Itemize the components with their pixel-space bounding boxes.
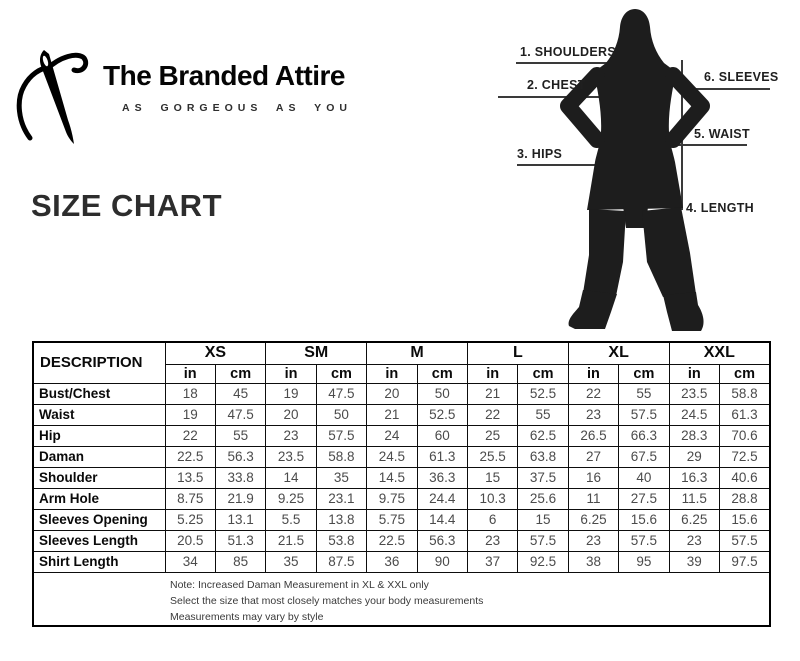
measurement-cell: 90 — [417, 551, 467, 572]
measurement-cell: 23 — [266, 425, 316, 446]
measurement-cell: 20 — [266, 404, 316, 425]
unit-header-cm: cm — [619, 364, 669, 383]
measurement-cell: 18 — [165, 383, 215, 404]
measurement-cell: 33.8 — [215, 467, 265, 488]
figure-head-torso — [587, 9, 683, 210]
measurement-cell: 20.5 — [165, 530, 215, 551]
table-note: Measurements may vary by style — [170, 610, 324, 623]
measurement-cell: 22 — [165, 425, 215, 446]
measurement-cell: 16 — [568, 467, 618, 488]
measurement-cell: 61.3 — [719, 404, 770, 425]
measurement-cell: 58.8 — [719, 383, 770, 404]
measurement-cell: 52.5 — [417, 404, 467, 425]
measurement-cell: 24.5 — [367, 446, 417, 467]
measurement-cell: 14.5 — [367, 467, 417, 488]
measurement-cell: 51.3 — [215, 530, 265, 551]
measurement-cell: 40.6 — [719, 467, 770, 488]
brand-name: The Branded Attire — [103, 60, 345, 91]
measurement-cell: 15 — [467, 467, 517, 488]
measurement-cell: 23.5 — [669, 383, 719, 404]
measurement-cell: 21 — [467, 383, 517, 404]
measurement-cell: 24 — [367, 425, 417, 446]
measurement-cell: 21 — [367, 404, 417, 425]
measurement-cell: 22 — [467, 404, 517, 425]
table-row — [33, 530, 770, 551]
description-header: DESCRIPTION — [33, 342, 165, 383]
row-label: Shirt Length — [33, 551, 165, 572]
measurement-cell: 63.8 — [518, 446, 568, 467]
measurement-cell: 23 — [568, 530, 618, 551]
measurement-cell: 13.5 — [165, 467, 215, 488]
measurement-cell: 16.3 — [669, 467, 719, 488]
figure-left-boot — [569, 290, 617, 329]
size-header-xl: XL — [568, 342, 669, 364]
measurement-cell: 15 — [518, 509, 568, 530]
measurement-cell: 70.6 — [719, 425, 770, 446]
measurement-cell: 13.8 — [316, 509, 366, 530]
row-label: Sleeves Opening — [33, 509, 165, 530]
measurement-cell: 22.5 — [367, 530, 417, 551]
unit-header-cm: cm — [215, 364, 265, 383]
measurement-cell: 55 — [215, 425, 265, 446]
measurement-cell: 55 — [619, 383, 669, 404]
table-note: Note: Increased Daman Measurement in XL & XXL only — [170, 578, 429, 591]
label-length: 4. LENGTH — [686, 201, 754, 215]
measurement-cell: 36 — [367, 551, 417, 572]
measurement-cell: 35 — [266, 551, 316, 572]
table-row — [33, 509, 770, 530]
row-label: Shoulder — [33, 467, 165, 488]
label-waist: 5. WAIST — [694, 127, 750, 141]
size-header-sm: SM — [266, 342, 367, 364]
measurement-cell: 28.3 — [669, 425, 719, 446]
measurement-cell: 9.25 — [266, 488, 316, 509]
table-row — [33, 446, 770, 467]
label-chest: 2. CHEST — [527, 78, 586, 92]
measurement-cell: 5.25 — [165, 509, 215, 530]
measurement-cell: 57.5 — [316, 425, 366, 446]
unit-header-in: in — [266, 364, 316, 383]
measurement-cell: 50 — [316, 404, 366, 425]
measurement-cell: 25.6 — [518, 488, 568, 509]
measurement-cell: 21.5 — [266, 530, 316, 551]
measurement-cell: 23.1 — [316, 488, 366, 509]
label-sleeves: 6. SLEEVES — [704, 70, 779, 84]
unit-header-cm: cm — [518, 364, 568, 383]
measurement-cell: 23 — [568, 404, 618, 425]
measurement-cell: 92.5 — [518, 551, 568, 572]
table-note: Select the size that most closely matches your body measurements — [170, 594, 484, 607]
measurement-cell: 22 — [568, 383, 618, 404]
row-label: Hip — [33, 425, 165, 446]
row-label: Waist — [33, 404, 165, 425]
unit-header-in: in — [568, 364, 618, 383]
measurement-cell: 85 — [215, 551, 265, 572]
measurement-cell: 19 — [266, 383, 316, 404]
measurement-cell: 8.75 — [165, 488, 215, 509]
size-header-m: M — [367, 342, 468, 364]
unit-header-in: in — [669, 364, 719, 383]
measurement-cell: 15.6 — [619, 509, 669, 530]
measurement-cell: 27.5 — [619, 488, 669, 509]
measurement-cell: 58.8 — [316, 446, 366, 467]
measurement-cell: 66.3 — [619, 425, 669, 446]
measurement-cell: 23.5 — [266, 446, 316, 467]
measurement-cell: 14 — [266, 467, 316, 488]
measurement-cell: 56.3 — [215, 446, 265, 467]
measurement-cell: 50 — [417, 383, 467, 404]
table-row — [33, 404, 770, 425]
label-hips: 3. HIPS — [517, 147, 563, 161]
measurement-cell: 38 — [568, 551, 618, 572]
size-header-xxl: XXL — [669, 342, 770, 364]
table-row — [33, 383, 770, 404]
measurement-cell: 22.5 — [165, 446, 215, 467]
measurement-cell: 57.5 — [719, 530, 770, 551]
measurement-cell: 36.3 — [417, 467, 467, 488]
table-row — [33, 551, 770, 572]
size-header-xs: XS — [165, 342, 266, 364]
measurement-cell: 45 — [215, 383, 265, 404]
measurement-cell: 56.3 — [417, 530, 467, 551]
measurement-cell: 25 — [467, 425, 517, 446]
measurement-cell: 37 — [467, 551, 517, 572]
measurement-cell: 11 — [568, 488, 618, 509]
measurement-cell: 57.5 — [619, 404, 669, 425]
measurement-cell: 5.5 — [266, 509, 316, 530]
measurement-cell: 47.5 — [215, 404, 265, 425]
measurement-cell: 25.5 — [467, 446, 517, 467]
figure-right-leg — [642, 207, 696, 297]
measurement-cell: 6.25 — [669, 509, 719, 530]
measurement-cell: 60 — [417, 425, 467, 446]
measurement-cell: 34 — [165, 551, 215, 572]
figure-left-leg — [583, 209, 626, 296]
unit-header-in: in — [467, 364, 517, 383]
measurement-cell: 57.5 — [619, 530, 669, 551]
measurement-cell: 72.5 — [719, 446, 770, 467]
unit-header-cm: cm — [417, 364, 467, 383]
size-table — [32, 341, 771, 627]
unit-header-cm: cm — [719, 364, 770, 383]
measurement-cell: 6 — [467, 509, 517, 530]
measurement-cell: 13.1 — [215, 509, 265, 530]
measurement-cell: 26.5 — [568, 425, 618, 446]
measurement-cell: 15.6 — [719, 509, 770, 530]
measurement-cell: 9.75 — [367, 488, 417, 509]
measurement-cell: 28.8 — [719, 488, 770, 509]
notes-row — [33, 572, 770, 626]
row-label: Arm Hole — [33, 488, 165, 509]
row-label: Sleeves Length — [33, 530, 165, 551]
measurement-cell: 95 — [619, 551, 669, 572]
measurement-cell: 24.5 — [669, 404, 719, 425]
measurement-cell: 97.5 — [719, 551, 770, 572]
measurement-cell: 37.5 — [518, 467, 568, 488]
measurement-cell: 20 — [367, 383, 417, 404]
row-label: Daman — [33, 446, 165, 467]
brand-tagline: AS GORGEOUS AS YOU — [122, 102, 352, 114]
measurement-cell: 61.3 — [417, 446, 467, 467]
measurement-cell: 67.5 — [619, 446, 669, 467]
table-row — [33, 488, 770, 509]
measurement-cell: 5.75 — [367, 509, 417, 530]
measurement-cell: 55 — [518, 404, 568, 425]
table-row — [33, 425, 770, 446]
unit-header-in: in — [367, 364, 417, 383]
measurement-cell: 6.25 — [568, 509, 618, 530]
measurement-cell: 62.5 — [518, 425, 568, 446]
measurement-cell: 53.8 — [316, 530, 366, 551]
size-header-l: L — [467, 342, 568, 364]
measurement-cell: 19 — [165, 404, 215, 425]
measurement-cell: 40 — [619, 467, 669, 488]
measurement-cell: 39 — [669, 551, 719, 572]
measurement-cell: 29 — [669, 446, 719, 467]
measurement-cell: 47.5 — [316, 383, 366, 404]
measurement-cell: 11.5 — [669, 488, 719, 509]
measurement-cell: 57.5 — [518, 530, 568, 551]
page-title: SIZE CHART — [31, 188, 222, 223]
measurement-cell: 10.3 — [467, 488, 517, 509]
measurement-cell: 24.4 — [417, 488, 467, 509]
notes-cell — [33, 572, 770, 626]
unit-header-cm: cm — [316, 364, 366, 383]
row-label: Bust/Chest — [33, 383, 165, 404]
measurement-cell: 21.9 — [215, 488, 265, 509]
measurement-cell: 52.5 — [518, 383, 568, 404]
unit-header-in: in — [165, 364, 215, 383]
measurement-cell: 87.5 — [316, 551, 366, 572]
measurement-cell: 23 — [467, 530, 517, 551]
measurement-cell: 35 — [316, 467, 366, 488]
measurement-cell: 27 — [568, 446, 618, 467]
table-row — [33, 467, 770, 488]
label-shoulders: 1. SHOULDERS — [520, 45, 616, 59]
measurement-cell: 23 — [669, 530, 719, 551]
measurement-cell: 14.4 — [417, 509, 467, 530]
figure-right-boot — [663, 292, 704, 331]
